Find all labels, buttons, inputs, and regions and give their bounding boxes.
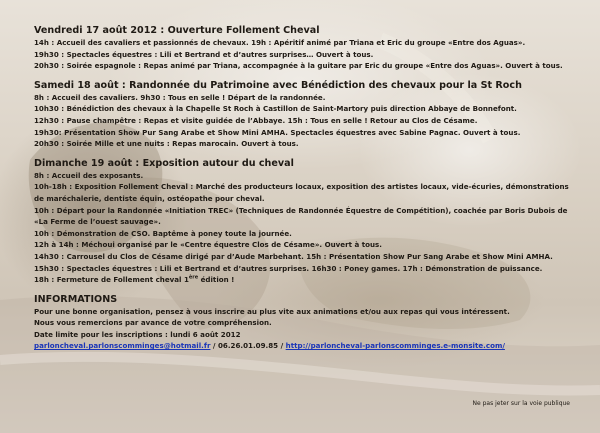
program-line: 8h : Accueil des exposants.: [34, 170, 144, 180]
program-line: 12h30 : Pause champêtre : Repas et visite guidée de l’Abbaye. 15h : Tous en selle ! Retour au Clos de Césame.: [34, 115, 478, 125]
program-line: 15h30 : Spectacles équestres : Lili et Bertrand et d’autres surprises. 16h30 : Poney games. 17h : Démonstration de puissance.: [34, 263, 543, 273]
phone-text: / 06.26.01.09.85 /: [210, 341, 286, 351]
edition-superscript: ère: [188, 274, 199, 281]
program-line: 10h : Départ pour la Randonnée «Initiation TREC» (Techniques de Randonnée Équestre de Compétition), coachée par Boris Dubois de «La Ferme de l’ouest sauvage».: [34, 205, 568, 227]
program-line: 19h30: Présentation Show Pur Sang Arabe et Show Mini AMHA. Spectacles équestres avec Sabine Pagnac. Ouvert à tous.: [34, 127, 521, 137]
closing-text-end: édition !: [198, 275, 235, 285]
program-line: 10h30 : Bénédiction des chevaux à la Chapelle St Roch à Castillon de Saint-Martory puis direction Abbaye de Bonnefont.: [34, 104, 517, 114]
program-line: 14h30 : Carrousel du Clos de Césame dirigé par d’Aude Marbehant. 15h : Présentation Show Pur Sang Arabe et Show Mini AMHA.: [34, 251, 553, 261]
program-line: 20h30 : Soirée espagnole : Repas animé par Triana, accompagnée à la guitare par Eric du groupe «Entre dos Aguas». Ouvert à tous.: [34, 61, 563, 71]
program-line: 12h à 14h : Méchoui organisé par le «Centre équestre Clos de Césame». Ouvert à tous.: [34, 240, 382, 250]
section-title-sunday: Dimanche 19 août : Exposition autour du cheval: [34, 157, 294, 169]
section-title-saturday: Samedi 18 août : Randonnée du Patrimoine avec Bénédiction des chevaux pour la St Roch: [34, 79, 522, 91]
program-line: 10h-18h : Exposition Follement Cheval : Marché des producteurs locaux, exposition des artistes locaux, vide-écuries, démonstrations de maréchalerie, dentiste équin, ostéopathe pour cheval.: [34, 182, 569, 203]
program-line: 14h : Accueil des cavaliers et passionnés de chevaux. 19h : Apéritif animé par Triana et Eric du groupe «Entre dos Aguas».: [34, 38, 526, 47]
website-link[interactable]: http://parloncheval-parlonscomminges.e-monsite.com/: [285, 341, 505, 351]
program-line: 19h30 : Spectacles équestres : Lili et Bertrand et d’autres surprises… Ouvert à tous.: [34, 49, 374, 59]
info-line: Pour une bonne organisation, pensez à vous inscrire au plus vite aux animations et/ou aux repas qui vous intéressent.: [34, 306, 510, 316]
footer-note: Ne pas jeter sur la voie publique: [472, 400, 570, 407]
section-informations: [34, 293, 579, 352]
email-link[interactable]: parloncheval.parlonscomminges@hotmail.fr: [34, 341, 211, 351]
info-line: Date limite pour les inscriptions : lundi 6 août 2012: [34, 329, 241, 339]
program-content: [34, 24, 579, 359]
section-friday: [34, 24, 579, 72]
info-line: Nous vous remercions par avance de votre compréhension.: [34, 318, 272, 328]
section-saturday: [34, 79, 579, 150]
program-line: 20h30 : Soirée Mille et une nuits : Repas marocain. Ouvert à tous.: [34, 139, 299, 149]
section-sunday: [34, 157, 579, 286]
program-line: 8h : Accueil des cavaliers. 9h30 : Tous en selle ! Départ de la randonnée.: [34, 92, 326, 102]
section-title-friday: Vendredi 17 août 2012 : Ouverture Follement Cheval: [34, 25, 320, 36]
program-line: 10h : Démonstration de CSO. Baptême à poney toute la journée.: [34, 228, 292, 238]
closing-line: [34, 274, 579, 286]
info-title: INFORMATIONS: [34, 293, 118, 305]
contact-line: [34, 340, 579, 352]
closing-text: 18h : Fermeture de Follement cheval 1: [34, 275, 189, 285]
